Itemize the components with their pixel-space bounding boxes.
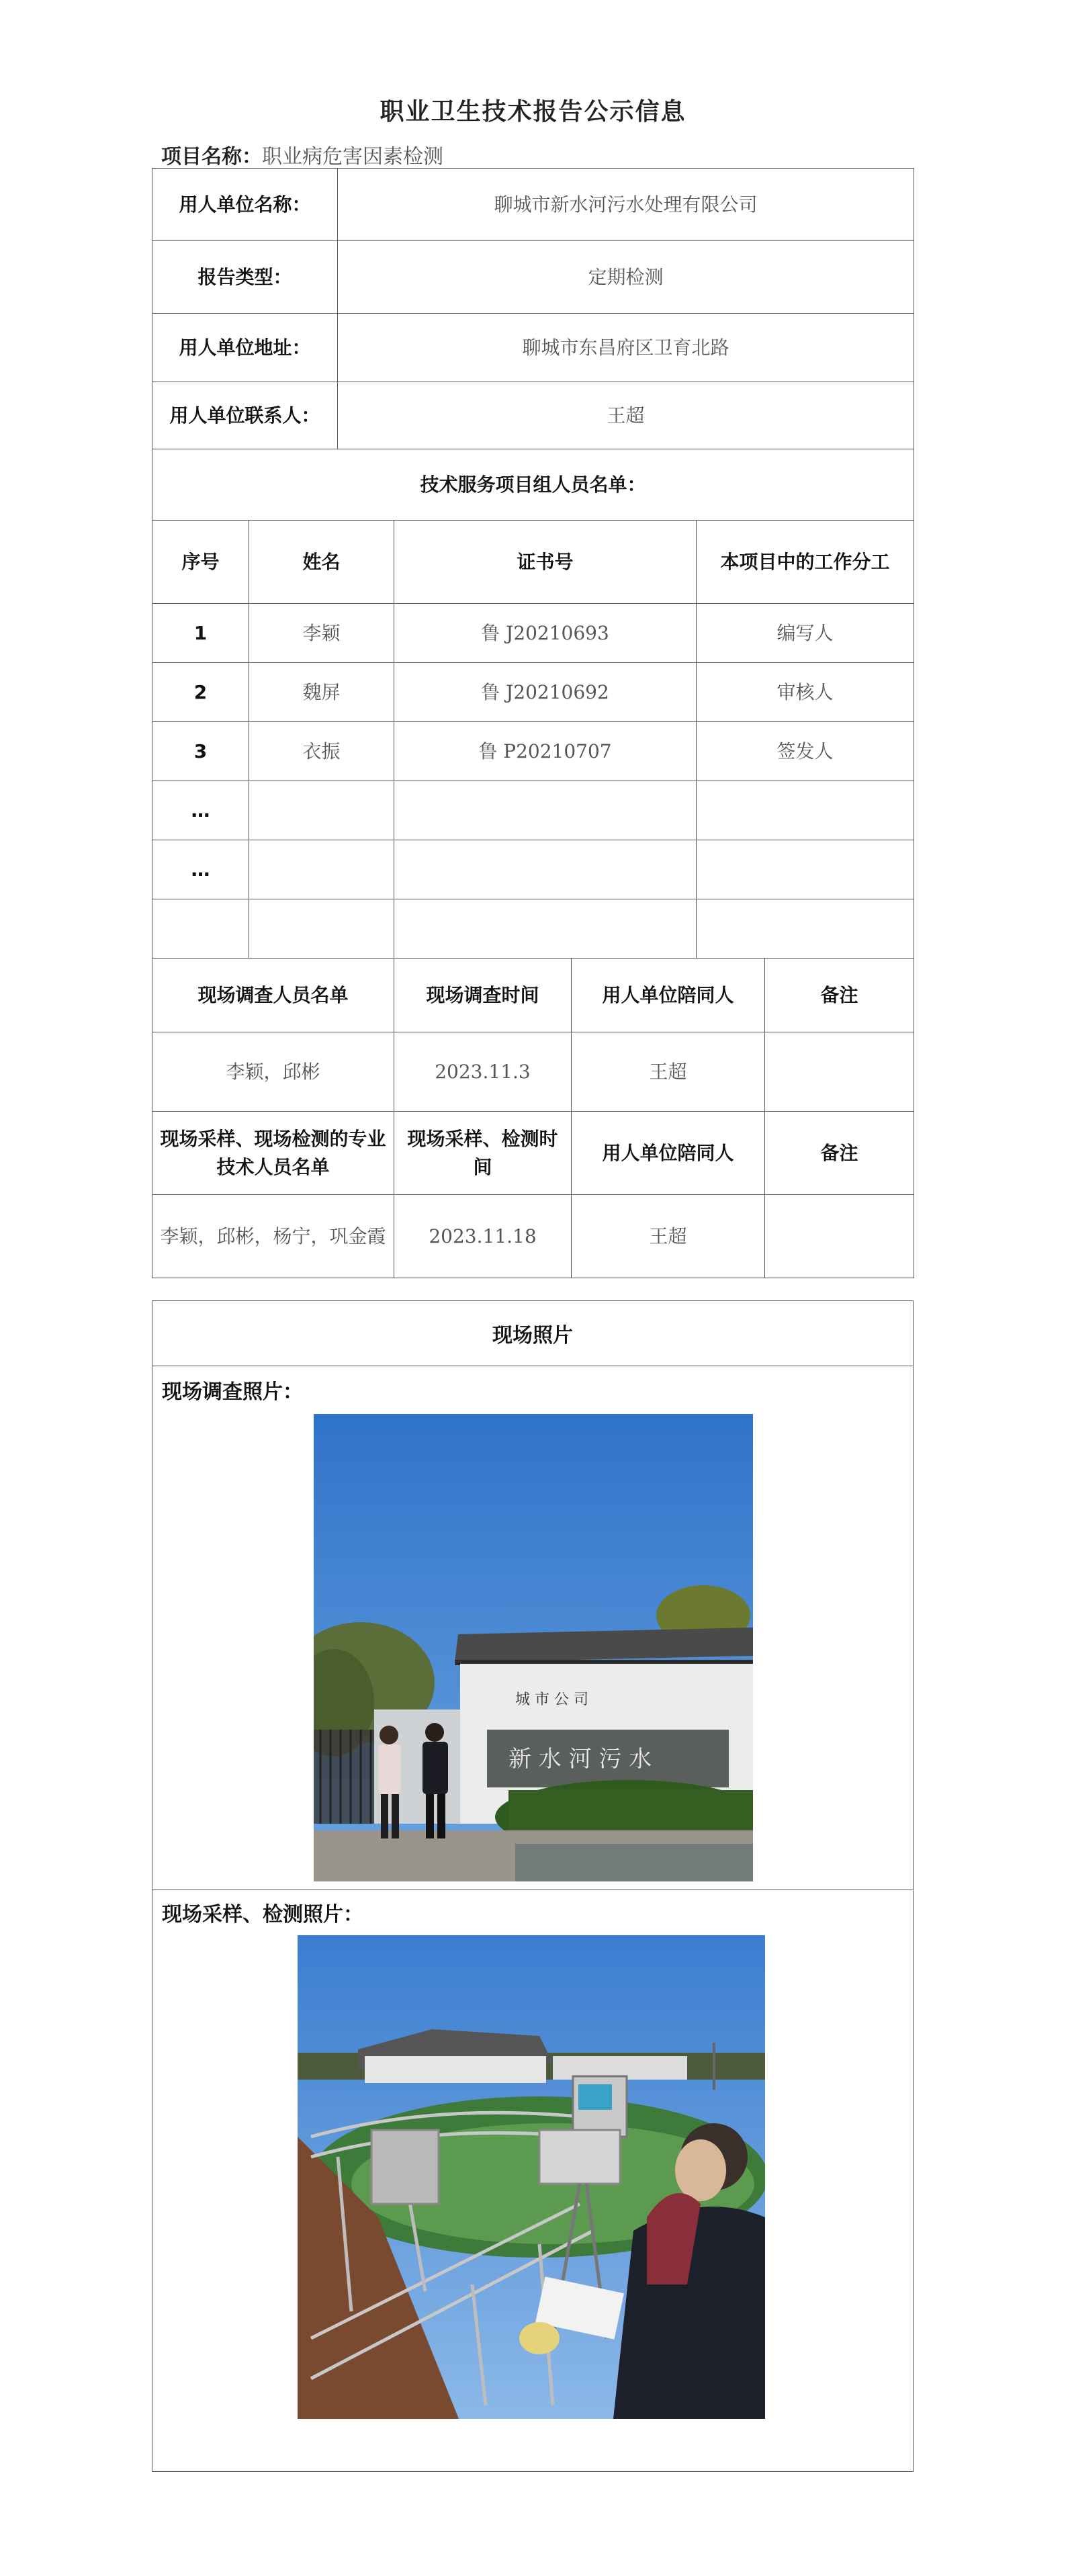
- table-row: [152, 781, 914, 840]
- team-header-row: [152, 521, 914, 604]
- svg-text:城 市 公 司: 城 市 公 司: [515, 1691, 588, 1708]
- cert-number: 鲁 J20210692: [394, 663, 697, 722]
- sampling-photo-label: 现场采样、检测照片：: [162, 1903, 363, 1926]
- member-role: [697, 840, 914, 899]
- member-role: [697, 781, 914, 840]
- row-number: [152, 899, 249, 959]
- table-row: [152, 1195, 914, 1278]
- member-role: [697, 899, 914, 959]
- info-label: 用人单位地址：: [152, 314, 338, 382]
- col-header: 现场采样、现场检测的专业技术人员名单: [152, 1112, 394, 1195]
- member-role: 审核人: [697, 663, 914, 722]
- member-name: 衣振: [249, 722, 394, 781]
- info-value: 定期检测: [338, 241, 914, 314]
- photos-heading: 现场照片: [152, 1301, 913, 1366]
- sampling-companion: 王超: [572, 1195, 765, 1278]
- survey-photo-label: 现场调查照片：: [162, 1380, 303, 1404]
- table-row: [152, 604, 914, 663]
- survey-header-row: [152, 959, 914, 1032]
- survey-note: [765, 1032, 914, 1112]
- sampling-photo: [298, 1935, 765, 2419]
- survey-time: 2023.11.3: [394, 1032, 572, 1112]
- col-header: 证书号: [394, 521, 697, 604]
- member-name: 李颖: [249, 604, 394, 663]
- info-label: 报告类型：: [152, 241, 338, 314]
- table-row: [152, 1032, 914, 1112]
- photos-section: [152, 1300, 914, 2472]
- info-value: 聊城市东昌府区卫育北路: [338, 314, 914, 382]
- col-header: 用人单位陪同人: [572, 1112, 765, 1195]
- member-role: 签发人: [697, 722, 914, 781]
- member-name: 魏屏: [249, 663, 394, 722]
- col-header: 现场采样、检测时间: [394, 1112, 572, 1195]
- sampling-note: [765, 1195, 914, 1278]
- col-header: 序号: [152, 521, 249, 604]
- cert-number: 鲁 P20210707: [394, 722, 697, 781]
- info-row: [152, 382, 914, 449]
- row-number: 3: [152, 722, 249, 781]
- info-row: [152, 314, 914, 382]
- cert-number: 鲁 J20210693: [394, 604, 697, 663]
- survey-table: [152, 958, 914, 1278]
- col-header: 现场调查人员名单: [152, 959, 394, 1032]
- team-heading: 技术服务项目组人员名单：: [152, 449, 914, 521]
- survey-photo: [314, 1414, 753, 1881]
- sampling-time: 2023.11.18: [394, 1195, 572, 1278]
- row-number: 2: [152, 663, 249, 722]
- survey-staff: 李颖，邱彬: [152, 1032, 394, 1112]
- table-row: [152, 899, 914, 959]
- table-row: [152, 722, 914, 781]
- sampling-staff: 李颖，邱彬，杨宁，巩金霞: [152, 1195, 394, 1278]
- team-table: [152, 449, 914, 959]
- survey-companion: 王超: [572, 1032, 765, 1112]
- page-title: 职业卫生技术报告公示信息: [380, 98, 686, 126]
- project-name-line: [161, 140, 443, 169]
- sampling-header-row: [152, 1112, 914, 1195]
- col-header: 备注: [765, 959, 914, 1032]
- table-row: [152, 663, 914, 722]
- svg-text:新 水 河 污 水: 新 水 河 污 水: [508, 1746, 652, 1773]
- col-header: 现场调查时间: [394, 959, 572, 1032]
- member-name: [249, 899, 394, 959]
- col-header: 本项目中的工作分工: [697, 521, 914, 604]
- member-role: 编写人: [697, 604, 914, 663]
- row-number: …: [152, 840, 249, 899]
- col-header: 用人单位陪同人: [572, 959, 765, 1032]
- row-number: 1: [152, 604, 249, 663]
- cert-number: [394, 899, 697, 959]
- info-label: 用人单位联系人：: [152, 382, 338, 449]
- col-header: 备注: [765, 1112, 914, 1195]
- info-row: [152, 241, 914, 314]
- table-row: [152, 840, 914, 899]
- cert-number: [394, 840, 697, 899]
- project-name-label: 项目名称：: [161, 145, 262, 169]
- info-table: [152, 168, 914, 449]
- member-name: [249, 781, 394, 840]
- project-name-value: 职业病危害因素检测: [262, 145, 443, 169]
- cert-number: [394, 781, 697, 840]
- col-header: 姓名: [249, 521, 394, 604]
- info-label: 用人单位名称：: [152, 169, 338, 241]
- member-name: [249, 840, 394, 899]
- info-value: 聊城市新水河污水处理有限公司: [338, 169, 914, 241]
- row-number: …: [152, 781, 249, 840]
- info-value: 王超: [338, 382, 914, 449]
- info-row: [152, 169, 914, 241]
